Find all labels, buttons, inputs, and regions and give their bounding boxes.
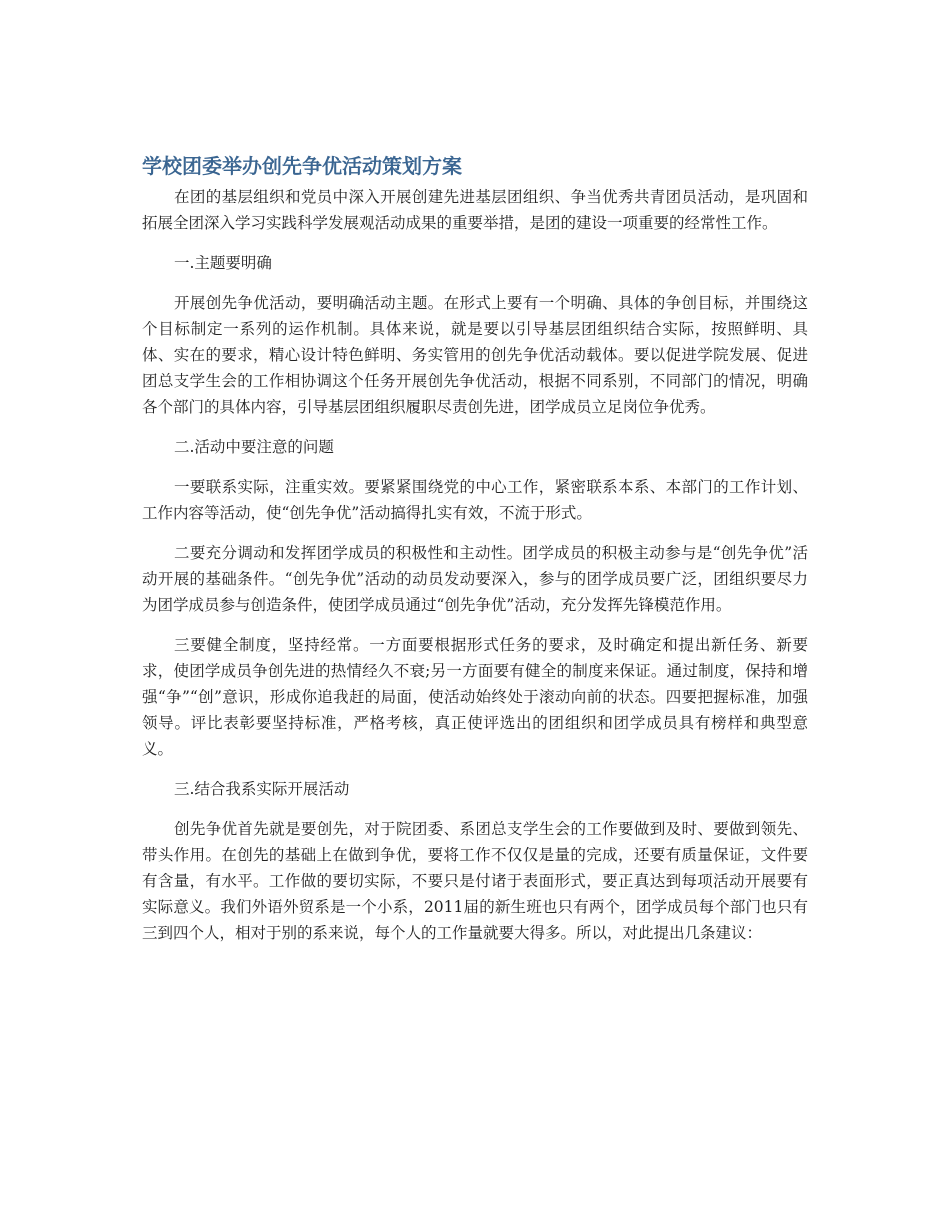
section-2-paragraph-1: 一要联系实际，注重实效。要紧紧围绕党的中心工作，紧密联系本系、本部门的工作计划、工作内容等活动，使“创先争优”活动搞得扎实有效，不流于形式。 [142,478,808,522]
section-2-paragraph-3: 三要健全制度，坚持经常。一方面要根据形式任务的要求，及时确定和提出新任务、新要求，使团学成员争创先进的热情经久不衰;另一方面要有健全的制度来保证。通过制度，保持和增强“争”“创”意识，形成你追我赶的局面，使活动始终处于滚动向前的状态。四要把握标准，加强领导。评比表彰要坚持标准，严格考核，真正使评选出的团组织和团学成员具有榜样和典型意义。 [142,636,808,758]
section-3-heading: 三.结合我系实际开展活动 [174,780,350,798]
intro-paragraph: 在团的基层组织和党员中深入开展创建先进基层团组织、争当优秀共青团员活动，是巩固和拓展全团深入学习实践科学发展观活动成果的重要举措，是团的建设一项重要的经常性工作。 [142,188,808,232]
section-2-paragraph-2: 二要充分调动和发挥团学成员的积极性和主动性。团学成员的积极主动参与是“创先争优”活动开展的基础条件。“创先争优”活动的动员发动要深入，参与的团学成员要广泛，团组织要尽力为团学成员参与创造条件，使团学成员通过“创先争优”活动，充分发挥先锋模范作用。 [142,544,808,614]
section-1-heading: 一.主题要明确 [174,254,272,272]
document-title: 学校团委举办创先争优活动策划方案 [142,154,462,178]
section-3-paragraph: 创先争优首先就是要创先，对于院团委、系团总支学生会的工作要做到及时、要做到领先、带头作用。在创先的基础上在做到争优，要将工作不仅仅是量的完成，还要有质量保证，文件要有含量，有水平。工作做的要切实际，不要只是付诸于表面形式，要正真达到每项活动开展要有实际意义。我们外语外贸系是一个小系，2011届的新生班也只有两个，团学成员每个部门也只有三到四个人，相对于别的系来说，每个人的工作量就要大得多。所以，对此提出几条建议： [142,820,808,942]
section-1-paragraph: 开展创先争优活动，要明确活动主题。在形式上要有一个明确、具体的争创目标，并围绕这个目标制定一系列的运作机制。具体来说，就是要以引导基层团组织结合实际，按照鲜明、具体、实在的要求，精心设计特色鲜明、务实管用的创先争优活动载体。要以促进学院发展、促进团总支学生会的工作相协调这个任务开展创先争优活动，根据不同系别，不同部门的情况，明确各个部门的具体内容，引导基层团组织履职尽责创先进，团学成员立足岗位争优秀。 [142,294,808,416]
section-2-heading: 二.活动中要注意的问题 [174,438,334,456]
